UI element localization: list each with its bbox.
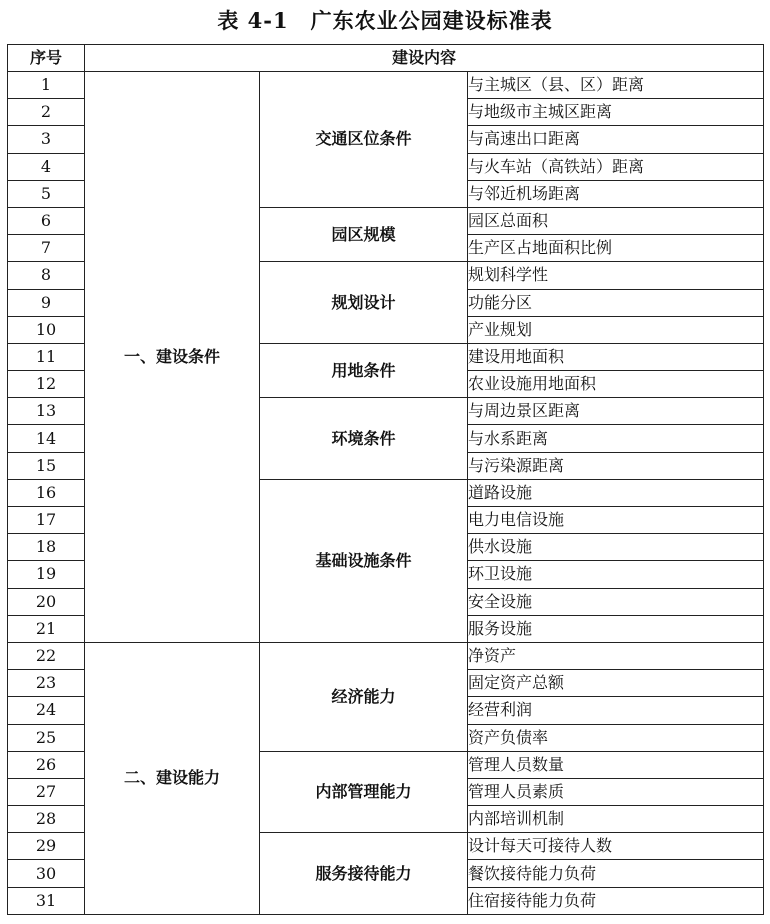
subcategory-cell: 环境条件: [260, 398, 468, 480]
item-cell: 生产区占地面积比例: [468, 235, 764, 262]
row-number: 27: [8, 778, 85, 805]
subcategory-cell: 经济能力: [260, 642, 468, 751]
row-number: 24: [8, 697, 85, 724]
row-number: 1: [8, 72, 85, 99]
row-number: 18: [8, 534, 85, 561]
row-number: 16: [8, 479, 85, 506]
item-cell: 安全设施: [468, 588, 764, 615]
row-number: 30: [8, 860, 85, 887]
table-row: [8, 72, 764, 99]
item-cell: 农业设施用地面积: [468, 371, 764, 398]
item-cell: 建设用地面积: [468, 343, 764, 370]
item-cell: 与水系距离: [468, 425, 764, 452]
subcategory-cell: 内部管理能力: [260, 751, 468, 833]
item-cell: 与污染源距离: [468, 452, 764, 479]
row-number: 26: [8, 751, 85, 778]
row-number: 13: [8, 398, 85, 425]
item-cell: 餐饮接待能力负荷: [468, 860, 764, 887]
item-cell: 环卫设施: [468, 561, 764, 588]
row-number: 5: [8, 180, 85, 207]
row-number: 29: [8, 833, 85, 860]
row-number: 4: [8, 153, 85, 180]
item-cell: 与主城区（县、区）距离: [468, 72, 764, 99]
row-number: 31: [8, 887, 85, 914]
header-content: 建设内容: [85, 45, 764, 72]
row-number: 11: [8, 343, 85, 370]
subcategory-cell: 服务接待能力: [260, 833, 468, 915]
item-cell: 经营利润: [468, 697, 764, 724]
category-cell: 一、建设条件: [85, 72, 260, 643]
row-number: 15: [8, 452, 85, 479]
item-cell: 与火车站（高铁站）距离: [468, 153, 764, 180]
row-number: 21: [8, 615, 85, 642]
item-cell: 与地级市主城区距离: [468, 99, 764, 126]
row-number: 10: [8, 316, 85, 343]
subcategory-cell: 交通区位条件: [260, 72, 468, 208]
row-number: 23: [8, 670, 85, 697]
row-number: 3: [8, 126, 85, 153]
item-cell: 供水设施: [468, 534, 764, 561]
row-number: 25: [8, 724, 85, 751]
item-cell: 固定资产总额: [468, 670, 764, 697]
item-cell: 管理人员素质: [468, 778, 764, 805]
table-title: 表 4-1 广东农业公园建设标准表: [217, 8, 553, 33]
item-cell: 与高速出口距离: [468, 126, 764, 153]
row-number: 9: [8, 289, 85, 316]
row-number: 22: [8, 642, 85, 669]
item-cell: 资产负债率: [468, 724, 764, 751]
item-cell: 与周边景区距离: [468, 398, 764, 425]
item-cell: 产业规划: [468, 316, 764, 343]
subcategory-cell: 园区规模: [260, 207, 468, 261]
item-cell: 管理人员数量: [468, 751, 764, 778]
table-row: [8, 642, 764, 669]
category-cell: 二、建设能力: [85, 642, 260, 914]
row-number: 20: [8, 588, 85, 615]
item-cell: 电力电信设施: [468, 507, 764, 534]
item-cell: 与邻近机场距离: [468, 180, 764, 207]
row-number: 7: [8, 235, 85, 262]
subcategory-cell: 基础设施条件: [260, 479, 468, 642]
row-number: 19: [8, 561, 85, 588]
item-cell: 功能分区: [468, 289, 764, 316]
row-number: 2: [8, 99, 85, 126]
row-number: 28: [8, 806, 85, 833]
row-number: 14: [8, 425, 85, 452]
item-cell: 服务设施: [468, 615, 764, 642]
table-body: [8, 72, 764, 915]
item-cell: 设计每天可接待人数: [468, 833, 764, 860]
item-cell: 规划科学性: [468, 262, 764, 289]
row-number: 17: [8, 507, 85, 534]
item-cell: 净资产: [468, 642, 764, 669]
item-cell: 住宿接待能力负荷: [468, 887, 764, 914]
item-cell: 道路设施: [468, 479, 764, 506]
standards-table: [7, 44, 764, 915]
item-cell: 园区总面积: [468, 207, 764, 234]
row-number: 12: [8, 371, 85, 398]
row-number: 6: [8, 207, 85, 234]
header-index: 序号: [8, 45, 85, 72]
subcategory-cell: 用地条件: [260, 343, 468, 397]
row-number: 8: [8, 262, 85, 289]
header-row: [8, 45, 764, 72]
item-cell: 内部培训机制: [468, 806, 764, 833]
subcategory-cell: 规划设计: [260, 262, 468, 344]
